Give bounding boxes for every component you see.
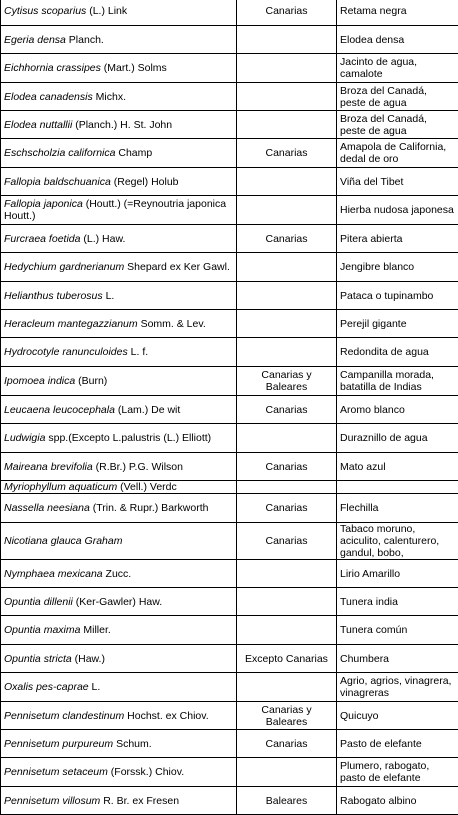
species-name: Heracleum mantegazzianum	[4, 318, 138, 330]
region-cell: Canarias	[237, 453, 337, 481]
common-name-cell: Plumero, rabogato, pasto de elefante	[337, 758, 458, 787]
table-row	[1, 787, 458, 815]
common-name-cell: Jacinto de agua, camalote	[337, 54, 458, 83]
species-name: Leucaena leucocephala	[4, 404, 115, 416]
species-name: Opuntia stricta	[4, 653, 72, 665]
species-name: Fallopia japonica	[4, 198, 83, 210]
species-authority: (Regel) Holub	[111, 176, 179, 188]
species-authority: (Haw.)	[72, 653, 105, 665]
region-cell: Canarias y Baleares	[237, 702, 337, 730]
scientific-name-cell	[1, 588, 237, 616]
species-name: Opuntia dillenii	[4, 596, 73, 608]
common-name-cell: Elodea densa	[337, 26, 458, 54]
table-row	[1, 367, 458, 396]
species-authority: (Planch.) H. St. John	[72, 119, 172, 131]
table-row	[1, 588, 458, 616]
scientific-name-cell	[1, 367, 237, 396]
region-cell	[237, 26, 337, 54]
species-authority: (Trin. & Rupr.) Barkworth	[90, 502, 209, 514]
species-name: Maireana brevifolia	[4, 461, 93, 473]
region-cell	[237, 253, 337, 282]
common-name-cell: Tabaco moruno, aciculito, calenturero, gandul, bobo,	[337, 523, 458, 560]
table-row	[1, 645, 458, 673]
scientific-name-cell	[1, 481, 237, 494]
table-row	[1, 0, 458, 26]
scientific-name-cell	[1, 787, 237, 815]
region-cell: Canarias	[237, 0, 337, 26]
table-row	[1, 730, 458, 758]
common-name-cell: Perejil gigante	[337, 310, 458, 338]
species-name: Nassella neesiana	[4, 502, 90, 514]
scientific-name-cell	[1, 338, 237, 367]
region-cell	[237, 338, 337, 367]
species-authority: Shepard ex Ker Gawl.	[124, 261, 230, 273]
common-name-cell: Chumbera	[337, 645, 458, 673]
region-cell	[237, 673, 337, 702]
table-row	[1, 139, 458, 168]
scientific-name-cell	[1, 310, 237, 338]
common-name-cell: Flechilla	[337, 494, 458, 523]
species-name: Nicotiana glauca Graham	[4, 535, 122, 547]
scientific-name-cell	[1, 282, 237, 310]
table-row	[1, 83, 458, 111]
species-authority: Somm. & Lev.	[138, 318, 206, 330]
scientific-name-cell	[1, 758, 237, 787]
species-table-body	[1, 0, 458, 815]
region-cell	[237, 424, 337, 453]
species-name: Elodea canadensis	[4, 91, 93, 103]
region-cell: Excepto Canarias	[237, 645, 337, 673]
region-cell	[237, 54, 337, 83]
species-authority: Champ	[115, 147, 152, 159]
species-name: Ipomoea indica	[4, 375, 75, 387]
region-cell	[237, 310, 337, 338]
table-row	[1, 673, 458, 702]
species-authority: Michx.	[93, 91, 126, 103]
region-cell: Canarias	[237, 730, 337, 758]
table-row	[1, 396, 458, 424]
scientific-name-cell	[1, 54, 237, 83]
species-name: Eschscholzia californica	[4, 147, 115, 159]
species-authority: R. Br. ex Fresen	[100, 795, 179, 807]
common-name-cell: Amapola de California, dedal de oro	[337, 139, 458, 168]
species-authority: L. f.	[128, 346, 148, 358]
region-cell: Baleares	[237, 787, 337, 815]
region-cell	[237, 83, 337, 111]
scientific-name-cell	[1, 560, 237, 588]
table-row	[1, 253, 458, 282]
species-name: Pennisetum villosum	[4, 795, 100, 807]
species-authority: (Forssk.) Chiov.	[108, 766, 184, 778]
common-name-cell: Tunera india	[337, 588, 458, 616]
region-cell	[237, 560, 337, 588]
species-name: Pennisetum setaceum	[4, 766, 108, 778]
scientific-name-cell	[1, 168, 237, 196]
table-row	[1, 453, 458, 481]
table-row	[1, 54, 458, 83]
common-name-cell: Mato azul	[337, 453, 458, 481]
table-row	[1, 702, 458, 730]
scientific-name-cell	[1, 0, 237, 26]
species-authority: Schum.	[113, 738, 152, 750]
common-name-cell: Lirio Amarillo	[337, 560, 458, 588]
species-name: Eichhornia crassipes	[4, 62, 101, 74]
region-cell	[237, 481, 337, 494]
common-name-cell: Viña del Tibet	[337, 168, 458, 196]
region-cell: Canarias	[237, 396, 337, 424]
common-name-cell: Quicuyo	[337, 702, 458, 730]
region-cell	[237, 758, 337, 787]
species-authority: (L.) Link	[86, 5, 127, 17]
species-name: Egeria densa	[4, 34, 66, 46]
species-name: Cytisus scoparius	[4, 5, 86, 17]
table-row	[1, 168, 458, 196]
region-cell: Canarias y Baleares	[237, 367, 337, 396]
table-row	[1, 494, 458, 523]
species-name: Opuntia maxima	[4, 624, 80, 636]
common-name-cell: Rabogato albino	[337, 787, 458, 815]
table-row	[1, 424, 458, 453]
scientific-name-cell	[1, 673, 237, 702]
species-name: Fallopia baldschuanica	[4, 176, 111, 188]
species-authority: (Houtt.) (=Reynoutria japonica Houtt.)	[4, 198, 226, 222]
common-name-cell: Tunera común	[337, 616, 458, 645]
species-authority: Zucc.	[103, 568, 132, 580]
table-row	[1, 225, 458, 253]
region-cell	[237, 196, 337, 225]
common-name-cell: Agrio, agrios, vinagrera, vinagreras	[337, 673, 458, 702]
region-cell: Canarias	[237, 494, 337, 523]
species-authority: (Ker-Gawler) Haw.	[73, 596, 162, 608]
common-name-cell: Redondita de agua	[337, 338, 458, 367]
table-row	[1, 758, 458, 787]
region-cell	[237, 616, 337, 645]
table-row	[1, 196, 458, 225]
scientific-name-cell	[1, 702, 237, 730]
scientific-name-cell	[1, 424, 237, 453]
region-cell	[237, 282, 337, 310]
region-cell: Canarias	[237, 139, 337, 168]
table-row	[1, 310, 458, 338]
common-name-cell: Campanilla morada, batatilla de Indias	[337, 367, 458, 396]
common-name-cell: Pitera abierta	[337, 225, 458, 253]
table-row	[1, 523, 458, 560]
common-name-cell: Pataca o tupinambo	[337, 282, 458, 310]
common-name-cell: Jengibre blanco	[337, 253, 458, 282]
common-name-cell: Hierba nudosa japonesa	[337, 196, 458, 225]
species-authority: Hochst. ex Chiov.	[124, 710, 208, 722]
region-cell: Canarias	[237, 523, 337, 560]
scientific-name-cell	[1, 253, 237, 282]
species-authority: (Mart.) Solms	[101, 62, 167, 74]
common-name-cell: Pasto de elefante	[337, 730, 458, 758]
species-authority: L.	[89, 681, 101, 693]
species-authority: (Vell.) Verdc	[117, 481, 177, 493]
common-name-cell: Retama negra	[337, 0, 458, 26]
scientific-name-cell	[1, 494, 237, 523]
species-name: Hydrocotyle ranunculoides	[4, 346, 128, 358]
species-name: Nymphaea mexicana	[4, 568, 103, 580]
species-authority: (L.) Haw.	[80, 233, 125, 245]
common-name-cell: Aromo blanco	[337, 396, 458, 424]
scientific-name-cell	[1, 730, 237, 758]
scientific-name-cell	[1, 196, 237, 225]
species-authority: L.	[103, 290, 115, 302]
species-name: Pennisetum clandestinum	[4, 710, 124, 722]
species-name: Elodea nuttallii	[4, 119, 72, 131]
scientific-name-cell	[1, 396, 237, 424]
common-name-cell: Duraznillo de agua	[337, 424, 458, 453]
species-authority: (Burn)	[75, 375, 107, 387]
species-name: Ludwigia	[4, 432, 45, 444]
species-authority: (Lam.) De wit	[115, 404, 180, 416]
scientific-name-cell	[1, 225, 237, 253]
region-cell	[237, 168, 337, 196]
species-authority: Planch.	[66, 34, 104, 46]
common-name-cell	[337, 481, 458, 494]
common-name-cell: Broza del Canadá, peste de agua	[337, 83, 458, 111]
scientific-name-cell	[1, 26, 237, 54]
species-name: Myriophyllum aquaticum	[4, 481, 117, 493]
region-cell	[237, 588, 337, 616]
table-row	[1, 26, 458, 54]
species-name: Pennisetum purpureum	[4, 738, 113, 750]
scientific-name-cell	[1, 453, 237, 481]
species-name: Hedychium gardnerianum	[4, 261, 124, 273]
table-row	[1, 481, 458, 494]
region-cell: Canarias	[237, 225, 337, 253]
table-row	[1, 560, 458, 588]
table-row	[1, 111, 458, 139]
scientific-name-cell	[1, 111, 237, 139]
species-name: Furcraea foetida	[4, 233, 80, 245]
common-name-cell: Broza del Canadá, peste de agua	[337, 111, 458, 139]
scientific-name-cell	[1, 139, 237, 168]
scientific-name-cell	[1, 523, 237, 560]
scientific-name-cell	[1, 616, 237, 645]
scientific-name-cell	[1, 645, 237, 673]
species-name: Helianthus tuberosus	[4, 290, 103, 302]
table-row	[1, 616, 458, 645]
species-authority: spp.(Excepto L.palustris (L.) Elliott)	[45, 432, 211, 444]
species-authority: Miller.	[80, 624, 110, 636]
species-authority: (R.Br.) P.G. Wilson	[93, 461, 183, 473]
table-row	[1, 338, 458, 367]
species-name: Oxalis pes-caprae	[4, 681, 89, 693]
scientific-name-cell	[1, 83, 237, 111]
table-row	[1, 282, 458, 310]
region-cell	[237, 111, 337, 139]
